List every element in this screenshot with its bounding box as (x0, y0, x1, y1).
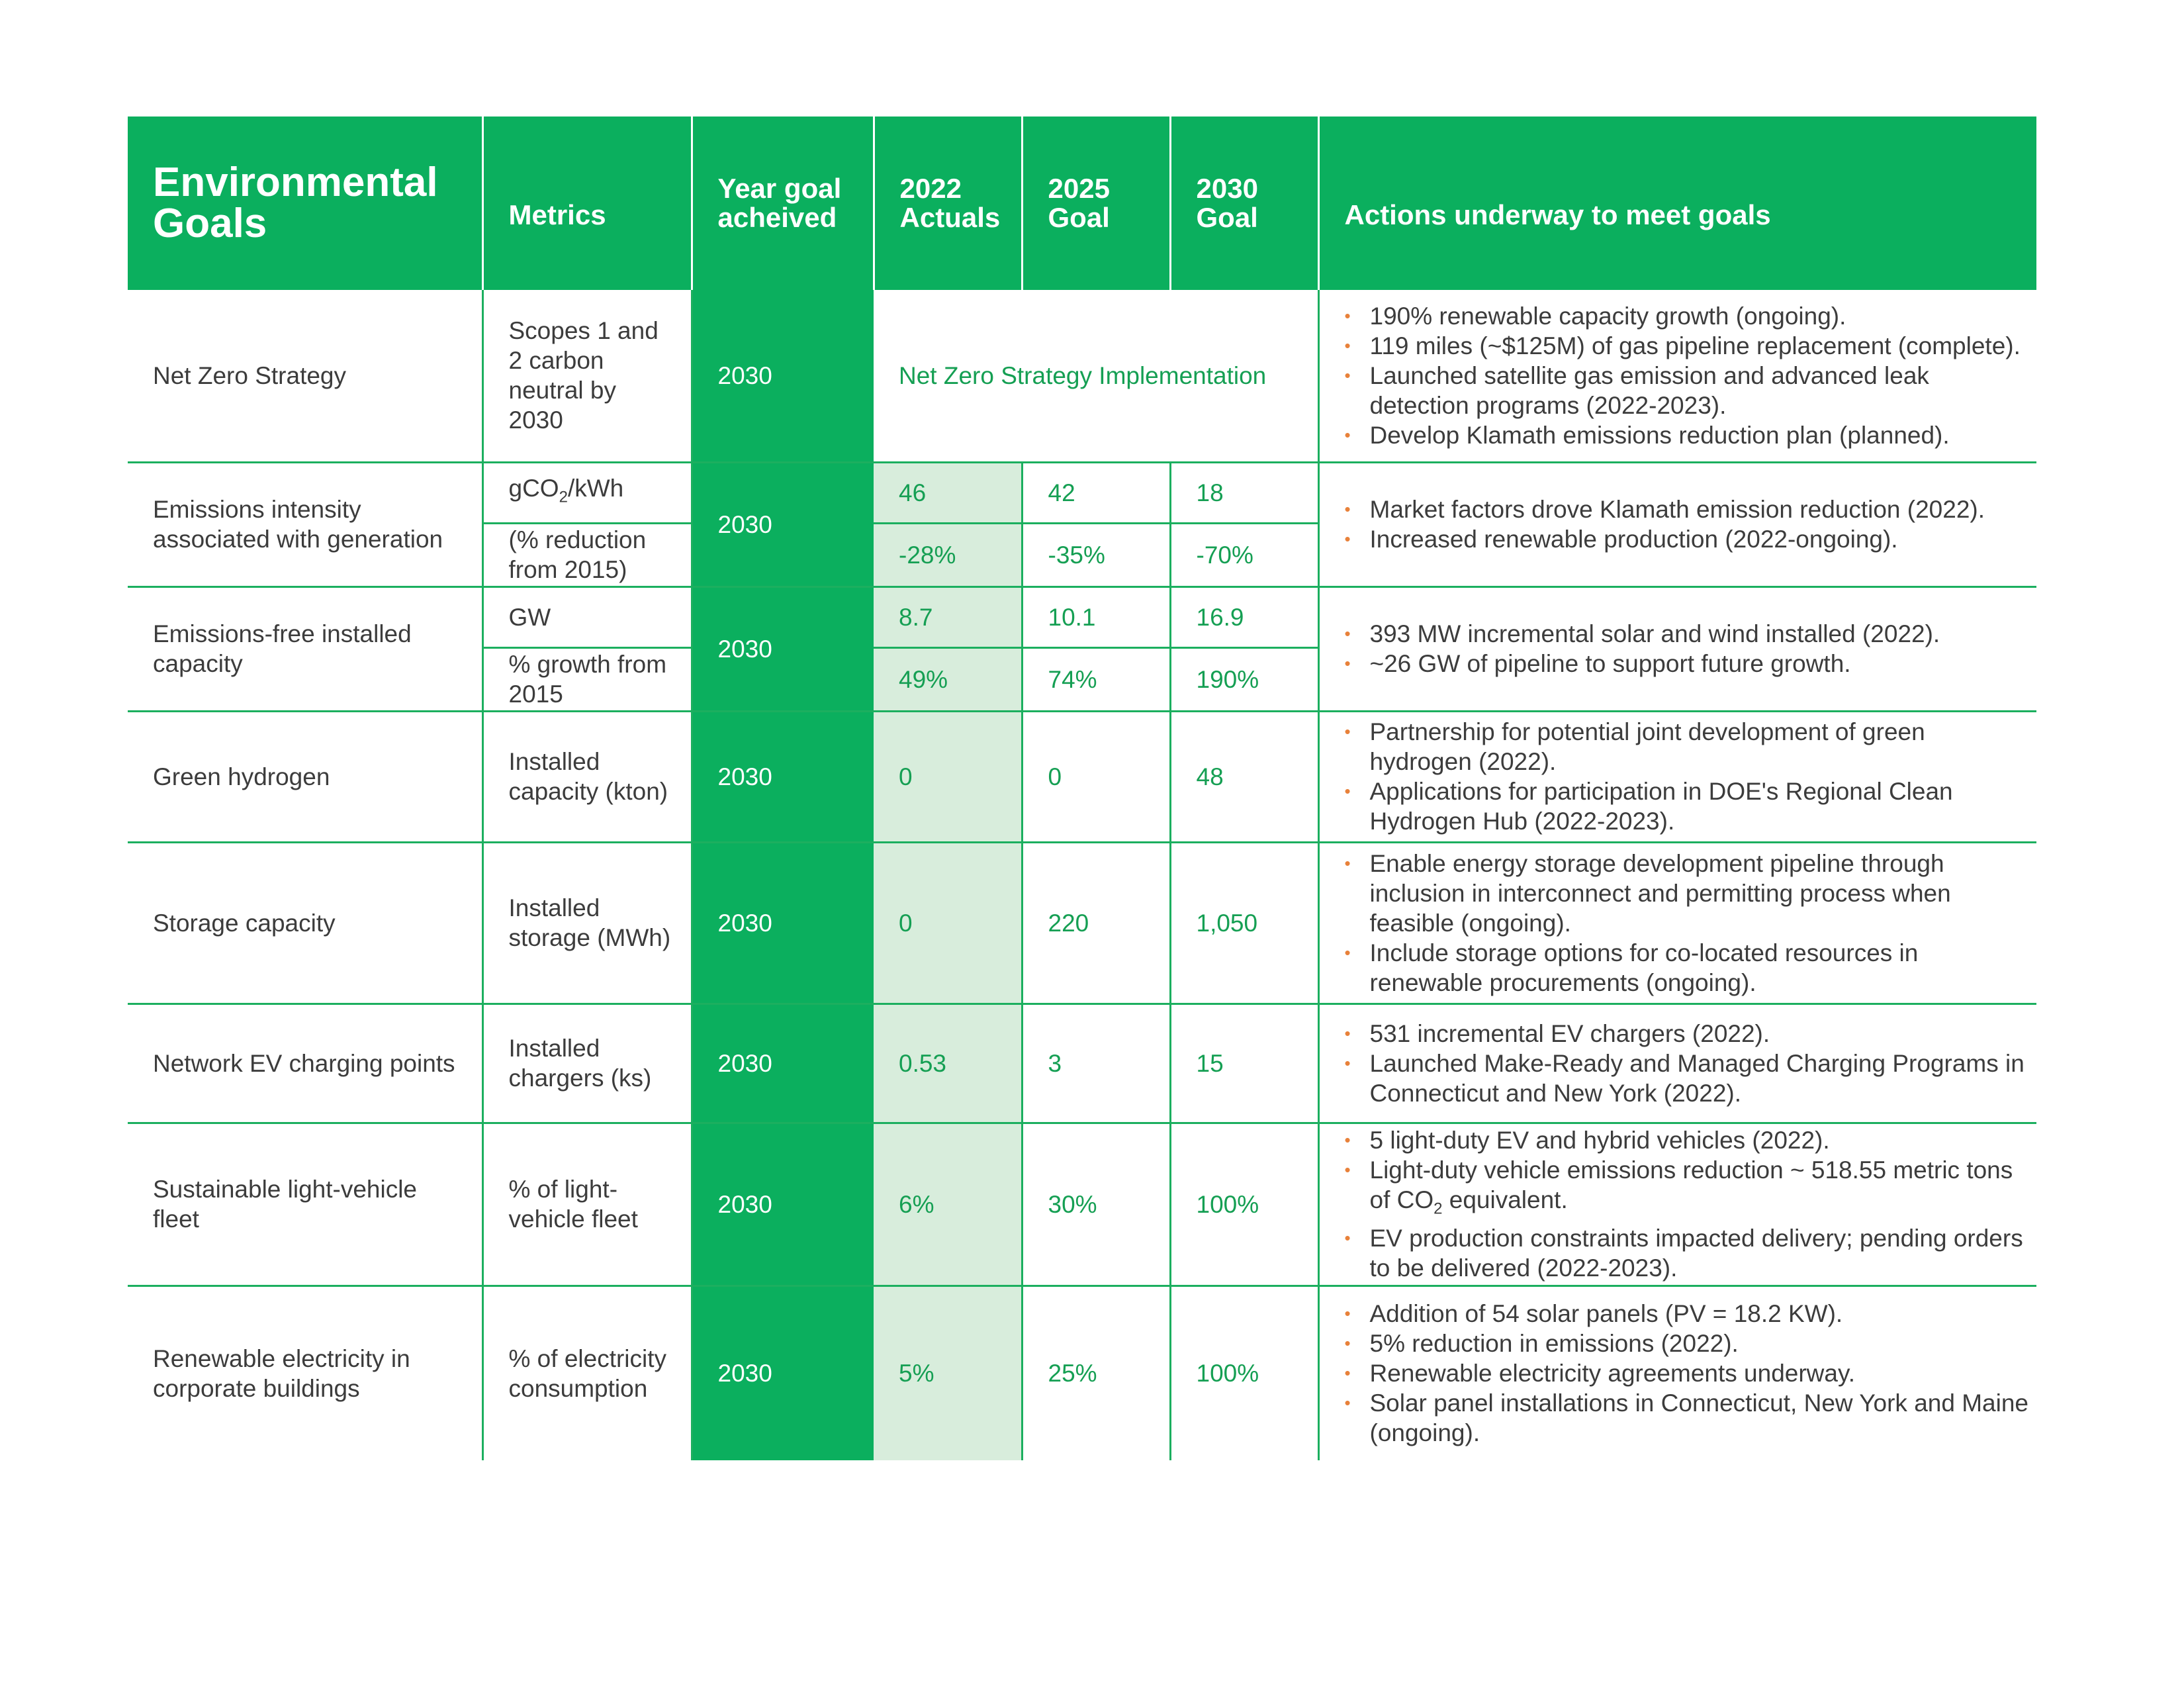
header-year: Year goal acheived (692, 117, 874, 290)
metric-cell: % of electricity consumption (482, 1286, 692, 1460)
header-actuals-2022: 2022 Actuals (874, 117, 1022, 290)
actual-2022-cell: 46 (874, 462, 1022, 523)
goal-cell: Emissions-free installed capacity (128, 586, 482, 711)
metric-cell: % growth from 2015 (482, 647, 692, 711)
action-item: • EV production constraints impacted delivery; pending orders to be delivered (2022-2023). (1345, 1223, 2030, 1283)
goal-2025-cell: 0 (1022, 711, 1170, 842)
goal-2025-cell: 10.1 (1022, 586, 1170, 647)
metric-cell: Installed capacity (kton) (482, 711, 692, 842)
action-item: • Launched satellite gas emission and advanced leak detection programs (2022-2023). (1345, 361, 2030, 420)
goal-cell: Network EV charging points (128, 1004, 482, 1123)
action-item: • Include storage options for co-located resources in renewable procurements (ongoing). (1345, 938, 2030, 998)
action-text: equivalent. (1442, 1186, 1568, 1213)
metric-cell: Installed storage (MWh) (482, 842, 692, 1004)
action-item: • Launched Make-Ready and Managed Charging Programs in Connecticut and New York (2022). (1345, 1049, 2030, 1108)
table-row (128, 1286, 2036, 1460)
action-item: • Renewable electricity agreements underway. (1345, 1358, 2030, 1388)
action-item: • Increased renewable production (2022-ongoing). (1345, 524, 2030, 554)
goal-cell: Sustainable light-vehicle fleet (128, 1123, 482, 1286)
actual-2022-cell: 0.53 (874, 1004, 1022, 1123)
actions-cell (1318, 1004, 2036, 1123)
metric-cell: (% reduction from 2015) (482, 523, 692, 586)
year-cell: 2030 (692, 462, 874, 586)
action-item: • Addition of 54 solar panels (PV = 18.2 KW). (1345, 1299, 2030, 1329)
goal-2025-cell: 30% (1022, 1123, 1170, 1286)
table-row (128, 290, 2036, 462)
actual-2022-cell: 49% (874, 647, 1022, 711)
goal-2030-cell: 190% (1170, 647, 1318, 711)
header-row (128, 117, 2036, 290)
action-item: • ~26 GW of pipeline to support future growth. (1345, 649, 2030, 679)
table-row (128, 462, 2036, 523)
header-actions: Actions underway to meet goals (1318, 117, 2036, 290)
goal-2030-cell: 18 (1170, 462, 1318, 523)
goal-2025-cell: 42 (1022, 462, 1170, 523)
actions-cell (1318, 290, 2036, 462)
year-cell: 2030 (692, 290, 874, 462)
goal-2030-cell: 1,050 (1170, 842, 1318, 1004)
goal-2030-cell: 48 (1170, 711, 1318, 842)
actions-cell (1318, 1286, 2036, 1460)
year-cell: 2030 (692, 1123, 874, 1286)
actions-cell (1318, 842, 2036, 1004)
goal-cell: Net Zero Strategy (128, 290, 482, 462)
table-row (128, 842, 2036, 1004)
action-item: • Enable energy storage development pipeline through inclusion in interconnect and permitting process when feasible (ongoing). (1345, 849, 2030, 938)
year-cell: 2030 (692, 711, 874, 842)
actual-2022-cell: 0 (874, 842, 1022, 1004)
action-item: • 119 miles (~$125M) of gas pipeline replacement (complete). (1345, 331, 2030, 361)
year-cell: 2030 (692, 586, 874, 711)
action-subscript: 2 (1433, 1199, 1443, 1218)
year-cell: 2030 (692, 1286, 874, 1460)
year-cell: 2030 (692, 842, 874, 1004)
metric-cell (482, 462, 692, 523)
environmental-goals-table (128, 117, 2036, 1460)
action-item (1345, 1155, 2030, 1223)
header-goal-2030: 2030 Goal (1170, 117, 1318, 290)
goal-cell: Storage capacity (128, 842, 482, 1004)
table-row (128, 711, 2036, 842)
goal-cell: Green hydrogen (128, 711, 482, 842)
action-item: • 190% renewable capacity growth (ongoing). (1345, 301, 2030, 331)
actions-cell (1318, 711, 2036, 842)
goal-2030-cell: 100% (1170, 1123, 1318, 1286)
table-row (128, 1004, 2036, 1123)
actual-2022-cell: 5% (874, 1286, 1022, 1460)
table-row (128, 586, 2036, 647)
metric-subscript: 2 (559, 488, 568, 506)
metric-cell: GW (482, 586, 692, 647)
actions-cell (1318, 586, 2036, 711)
action-item: • 531 incremental EV chargers (2022). (1345, 1019, 2030, 1049)
goal-2030-cell: -70% (1170, 523, 1318, 586)
metric-text: /kWh (567, 474, 624, 502)
action-item: • Partnership for potential joint development of green hydrogen (2022). (1345, 717, 2030, 776)
table-row (128, 1123, 2036, 1286)
actions-cell (1318, 1123, 2036, 1286)
goal-2025-cell: 74% (1022, 647, 1170, 711)
action-item: • Develop Klamath emissions reduction plan (planned). (1345, 420, 2030, 450)
action-item: • 393 MW incremental solar and wind installed (2022). (1345, 619, 2030, 649)
actions-cell (1318, 462, 2036, 586)
header-goals: Environmental Goals (128, 117, 482, 290)
action-item: • 5% reduction in emissions (2022). (1345, 1329, 2030, 1358)
goal-2025-cell: 25% (1022, 1286, 1170, 1460)
actual-2022-cell: 6% (874, 1123, 1022, 1286)
header-metrics: Metrics (482, 117, 692, 290)
metric-cell: Scopes 1 and 2 carbon neutral by 2030 (482, 290, 692, 462)
goal-cell: Renewable electricity in corporate buildings (128, 1286, 482, 1460)
year-cell: 2030 (692, 1004, 874, 1123)
action-item: • Applications for participation in DOE's Regional Clean Hydrogen Hub (2022-2023). (1345, 776, 2030, 836)
action-item: • Solar panel installations in Connecticut, New York and Maine (ongoing). (1345, 1388, 2030, 1448)
action-item: • 5 light-duty EV and hybrid vehicles (2022). (1345, 1125, 2030, 1155)
goal-2030-cell: 100% (1170, 1286, 1318, 1460)
merged-implementation-cell: Net Zero Strategy Implementation (874, 290, 1318, 462)
actual-2022-cell: 0 (874, 711, 1022, 842)
action-item: • Market factors drove Klamath emission reduction (2022). (1345, 494, 2030, 524)
metric-cell: Installed chargers (ks) (482, 1004, 692, 1123)
goal-2030-cell: 16.9 (1170, 586, 1318, 647)
header-goal-2025: 2025 Goal (1022, 117, 1170, 290)
metric-cell: % of light-vehicle fleet (482, 1123, 692, 1286)
goal-2030-cell: 15 (1170, 1004, 1318, 1123)
actual-2022-cell: -28% (874, 523, 1022, 586)
metric-text: gCO (508, 474, 559, 502)
goal-cell: Emissions intensity associated with generation (128, 462, 482, 586)
action-text: Light-duty vehicle emissions reduction ~ 518.55 metric tons of CO (1369, 1156, 2013, 1213)
goal-2025-cell: 3 (1022, 1004, 1170, 1123)
goal-2025-cell: 220 (1022, 842, 1170, 1004)
goal-2025-cell: -35% (1022, 523, 1170, 586)
actual-2022-cell: 8.7 (874, 586, 1022, 647)
